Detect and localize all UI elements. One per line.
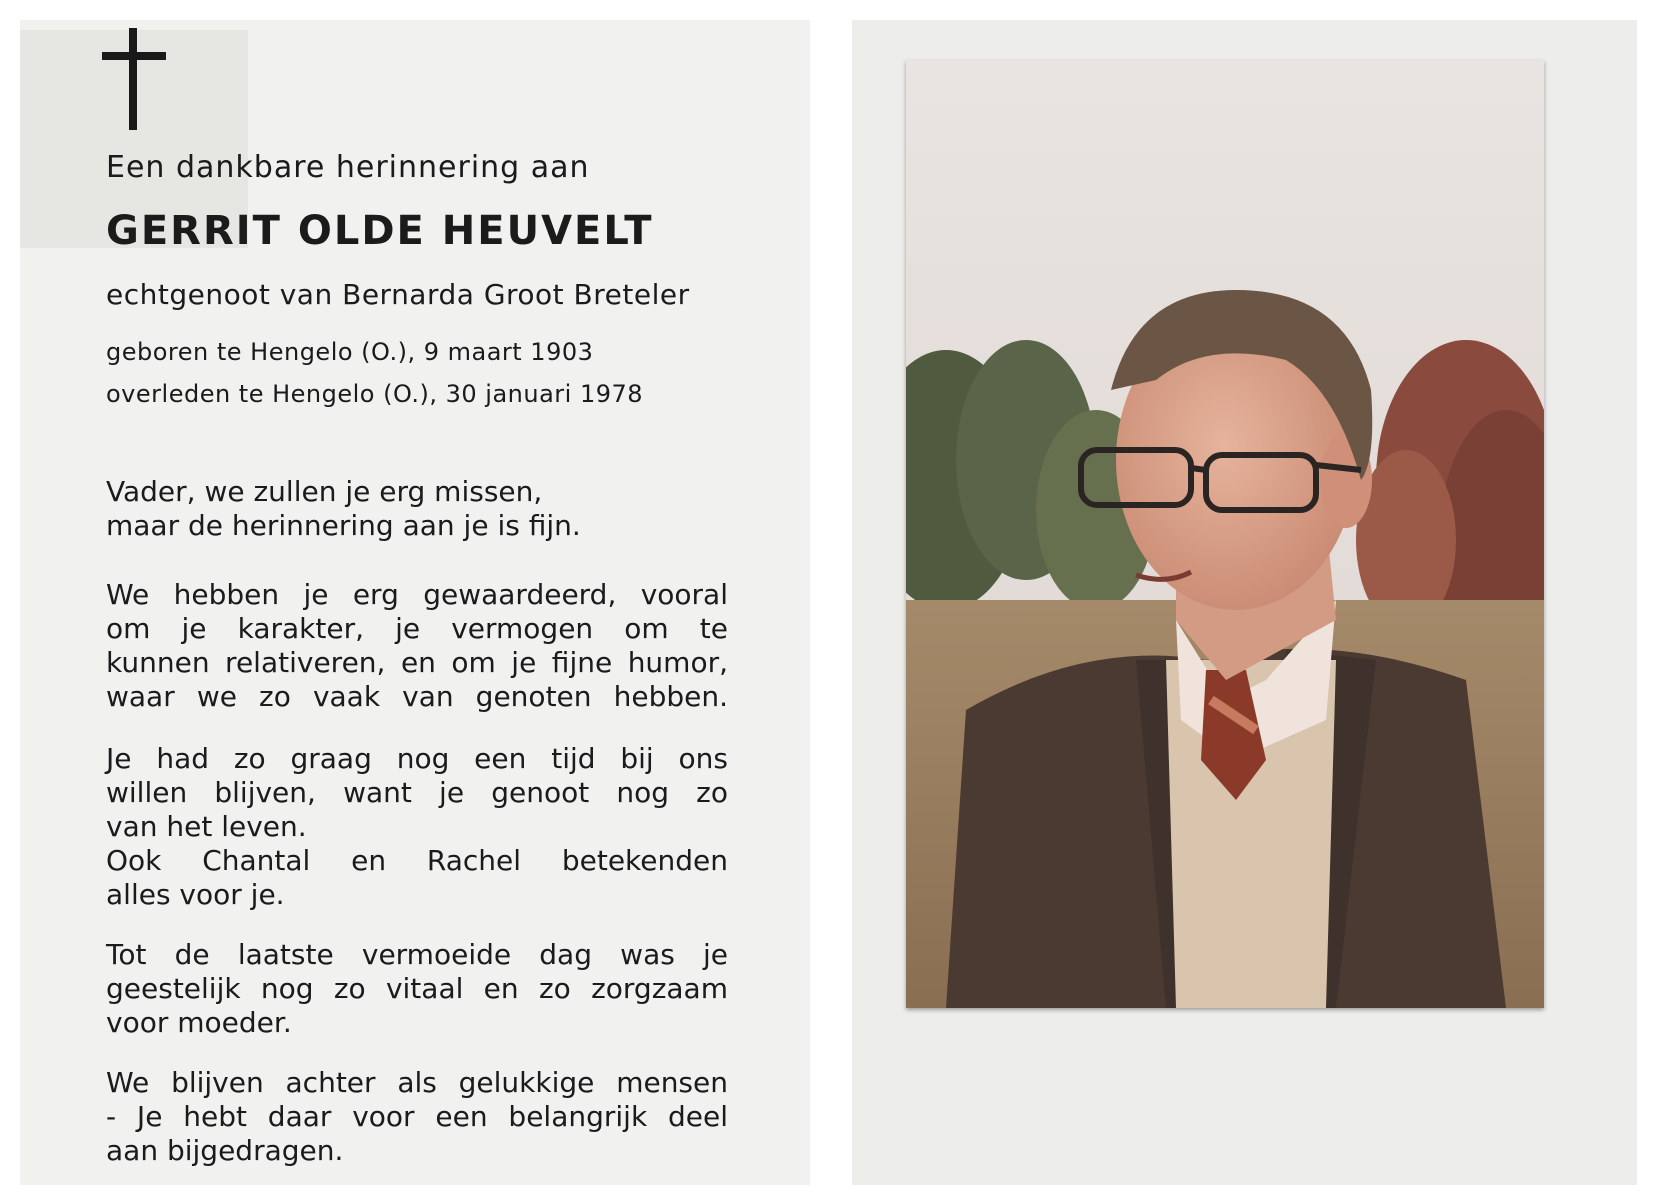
poem-line: om je karakter, je vermogen om te — [106, 612, 728, 645]
poem-stanza-1 — [106, 475, 728, 543]
poem-line: - Je hebt daar voor een belangrijk deel — [106, 1100, 728, 1133]
spouse-line: echtgenoot van Bernarda Groot Breteler — [106, 278, 690, 311]
poem-stanza-2 — [106, 578, 728, 714]
poem-line: Tot de laatste vermoeide dag was je — [106, 938, 728, 971]
poem-stanza-3 — [106, 742, 728, 912]
poem-line: voor moeder. — [106, 1006, 292, 1039]
poem-line: geestelijk nog zo vitaal en zo zorgzaam — [106, 972, 728, 1005]
latin-cross-icon — [102, 28, 166, 130]
poem-line: kunnen relativeren, en om je fijne humor, — [106, 646, 728, 679]
portrait-photo — [906, 60, 1544, 1008]
poem-line: van het leven. — [106, 810, 307, 843]
memorial-card-text-side — [20, 20, 810, 1185]
birth-line: geboren te Hengelo (O.), 9 maart 1903 — [106, 338, 594, 366]
poem-line: Vader, we zullen je erg missen, — [106, 475, 543, 508]
poem-line: waar we zo vaak van genoten hebben. — [106, 680, 728, 713]
poem-line: Ook Chantal en Rachel betekenden — [106, 844, 728, 877]
poem-line: We hebben je erg gewaardeerd, vooral — [106, 578, 728, 611]
memorial-card-photo-side — [852, 20, 1637, 1185]
deceased-name: GERRIT OLDE HEUVELT — [106, 208, 654, 254]
intro-line: Een dankbare herinnering aan — [106, 150, 590, 185]
poem-line: alles voor je. — [106, 878, 285, 911]
death-line: overleden te Hengelo (O.), 30 januari 1978 — [106, 380, 644, 408]
poem-line: Je had zo graag nog een tijd bij ons — [106, 742, 728, 775]
poem-line: aan bijgedragen. — [106, 1134, 344, 1167]
poem-line: willen blijven, want je genoot nog zo — [106, 776, 728, 809]
poem-line: maar de herinnering aan je is fijn. — [106, 509, 581, 542]
poem-stanza-5 — [106, 1066, 728, 1168]
poem-line: We blijven achter als gelukkige mensen — [106, 1066, 728, 1099]
portrait-illustration — [906, 60, 1544, 1008]
poem-stanza-4 — [106, 938, 728, 1040]
